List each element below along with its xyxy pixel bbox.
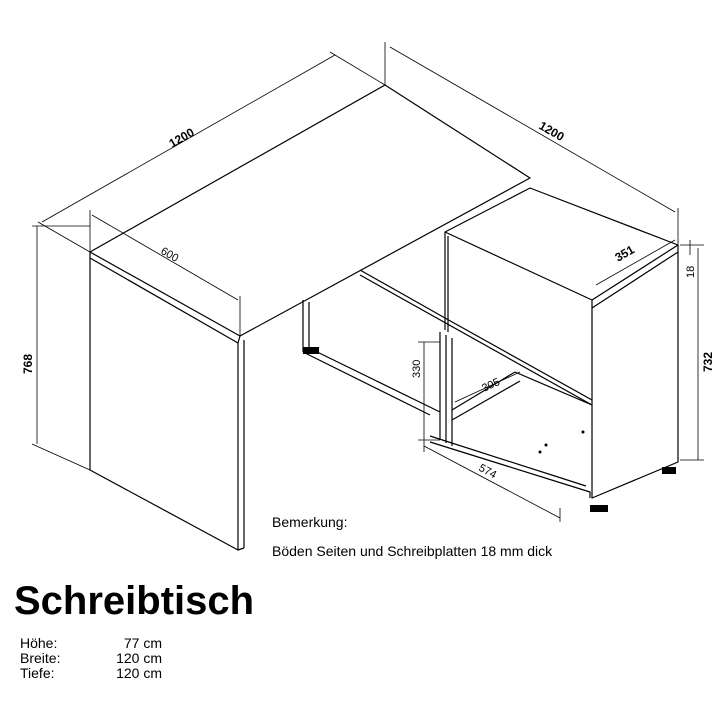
spec-label: Tiefe:	[20, 665, 55, 681]
note-text: Böden Seiten und Schreibplatten 18 mm dick	[272, 543, 553, 559]
cabinet-shelf-bottom	[430, 442, 590, 498]
dim-width-left: 1200	[166, 125, 197, 151]
desk-top-edge	[90, 252, 240, 343]
spec-label: Breite:	[20, 650, 61, 666]
page-title: Schreibtisch	[14, 579, 255, 623]
cabinet-opening	[360, 270, 592, 400]
spec-value: 120 cm	[116, 650, 162, 666]
foot	[303, 347, 319, 354]
dim-height-right: 732	[701, 351, 715, 372]
dim-width-right: 1200	[536, 118, 567, 144]
dim-shelf-width: 574	[476, 462, 499, 482]
specs-table	[20, 636, 162, 681]
spec-value: 120 cm	[116, 665, 162, 681]
spec-row-width	[20, 651, 162, 666]
foot	[662, 467, 676, 474]
spec-row-height	[20, 636, 162, 651]
dim-depth-side: 351	[612, 242, 637, 265]
spec-label: Höhe:	[20, 635, 58, 651]
dim-shelf-height: 330	[411, 359, 423, 378]
cabinet-side-panel	[592, 252, 678, 498]
dim-panel-top: 18	[685, 265, 697, 278]
left-leg-panel	[90, 258, 238, 550]
dim-depth-top: 600	[158, 245, 181, 265]
desk-top	[90, 85, 530, 336]
dim-height-left: 768	[21, 353, 35, 374]
spec-value: 77 cm	[123, 635, 162, 651]
spec-row-depth	[20, 666, 162, 681]
dim-shelf-depth: 305	[480, 376, 502, 395]
foot	[590, 505, 608, 512]
note-heading: Bemerkung:	[272, 514, 348, 530]
